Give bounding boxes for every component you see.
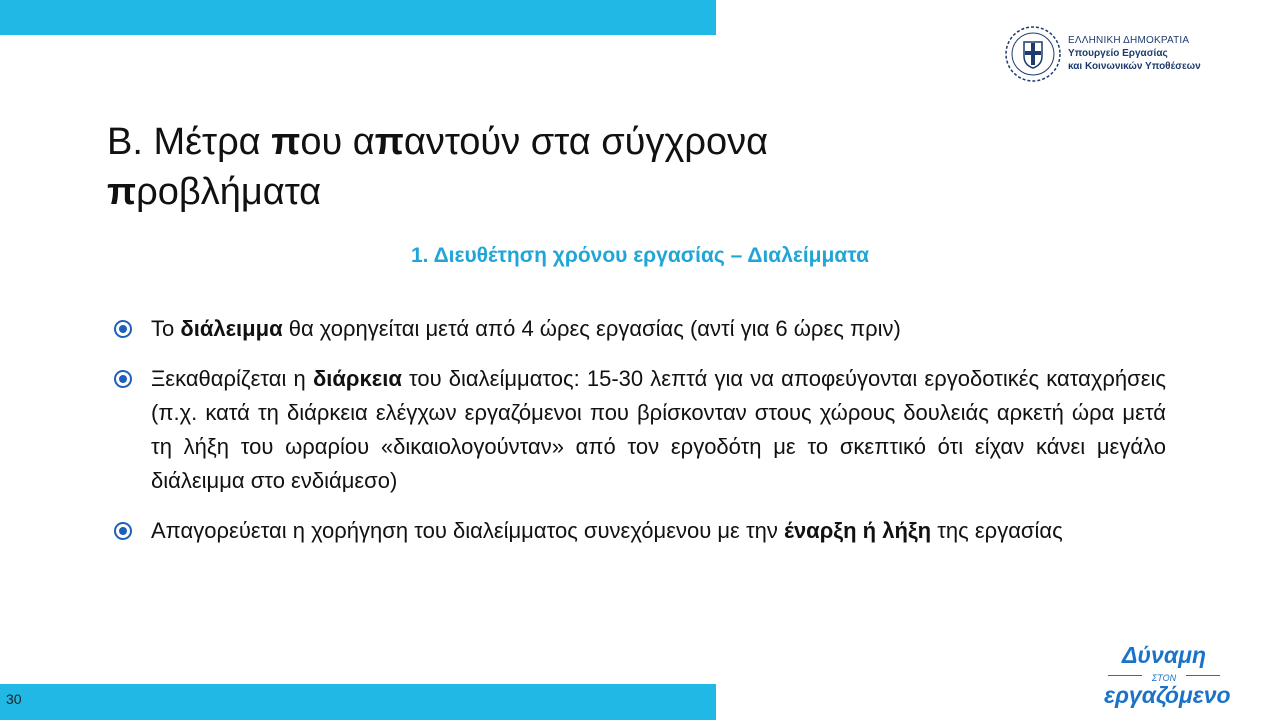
title-bold-1: π	[271, 121, 301, 163]
greek-republic-emblem-icon	[1004, 25, 1062, 83]
ministry-line-1: ΕΛΛΗΝΙΚΗ ΔΗΜΟΚΡΑΤΙΑ	[1068, 35, 1190, 46]
ministry-header	[1004, 25, 1244, 85]
slide-number: 30	[6, 691, 22, 707]
slide-title	[107, 117, 1007, 217]
bullet-text-pre: Ξεκαθαρίζεται η	[151, 366, 313, 391]
title-part-3: αντούν στα σύγχρονα	[403, 121, 769, 163]
radio-bullet-icon	[114, 320, 132, 338]
top-accent-bar	[0, 0, 716, 35]
bullet-text-pre: Το	[151, 316, 181, 341]
bullet-text-post: της εργασίας	[931, 518, 1063, 543]
bullet-item	[112, 514, 1166, 548]
bullet-text-pre: Απαγορεύεται η χορήγηση του διαλείμματος συνεχόμενου με την	[151, 518, 785, 543]
title-part-1: Β. Μέτρα	[107, 121, 272, 163]
title-bold-2: π	[374, 121, 404, 163]
bullet-text-bold: έναρξη ή λήξη	[784, 518, 932, 543]
logo-bottom-text: εργαζόμενο	[1104, 682, 1231, 708]
title-part-4: ροβλήματα	[136, 171, 322, 213]
logo-middle-text: ΣΤΟΝ	[1151, 673, 1177, 683]
bullet-text-post: θα χορηγείται μετά από 4 ώρες εργασίας (αντί για 6 ώρες πριν)	[282, 316, 901, 341]
bullet-text-post: του διαλείμματος: 15-30 λεπτά για να αποφεύγονται εργοδοτικές καταχρήσεις (π.χ. κατά τη διάρκεια ελέγχων εργαζόμενοι που βρίσκονταν στους χώρους δουλειάς αρκετή ώρα μετά τη λήξη του ωραρίου «δικαιολογούνταν» από τον εργοδότη με το σκεπτικό ότι είχαν κάνει μεγάλο διάλειμμα στο ενδιάμεσο)	[151, 366, 1166, 493]
bullet-list	[112, 312, 1166, 564]
ministry-name	[1068, 34, 1201, 73]
bullet-text-bold: διάρκεια	[312, 366, 402, 391]
logo-divider	[1104, 668, 1224, 682]
title-part-2: ου α	[300, 121, 375, 163]
ministry-line-2: Υπουργείο Εργασίας	[1068, 48, 1168, 59]
radio-bullet-icon	[114, 370, 132, 388]
campaign-logo	[1104, 642, 1231, 710]
logo-top-text: Δύναμη	[1121, 642, 1206, 668]
bullet-text-bold: διάλειμμα	[180, 316, 283, 341]
slide-subtitle: 1. Διευθέτηση χρόνου εργασίας – Διαλείμματα	[411, 244, 869, 267]
radio-bullet-icon	[114, 522, 132, 540]
title-bold-3: π	[107, 171, 137, 213]
bullet-item	[112, 312, 1166, 346]
bottom-accent-bar	[0, 684, 716, 720]
ministry-line-3: και Κοινωνικών Υποθέσεων	[1068, 61, 1201, 72]
bullet-item	[112, 362, 1166, 498]
